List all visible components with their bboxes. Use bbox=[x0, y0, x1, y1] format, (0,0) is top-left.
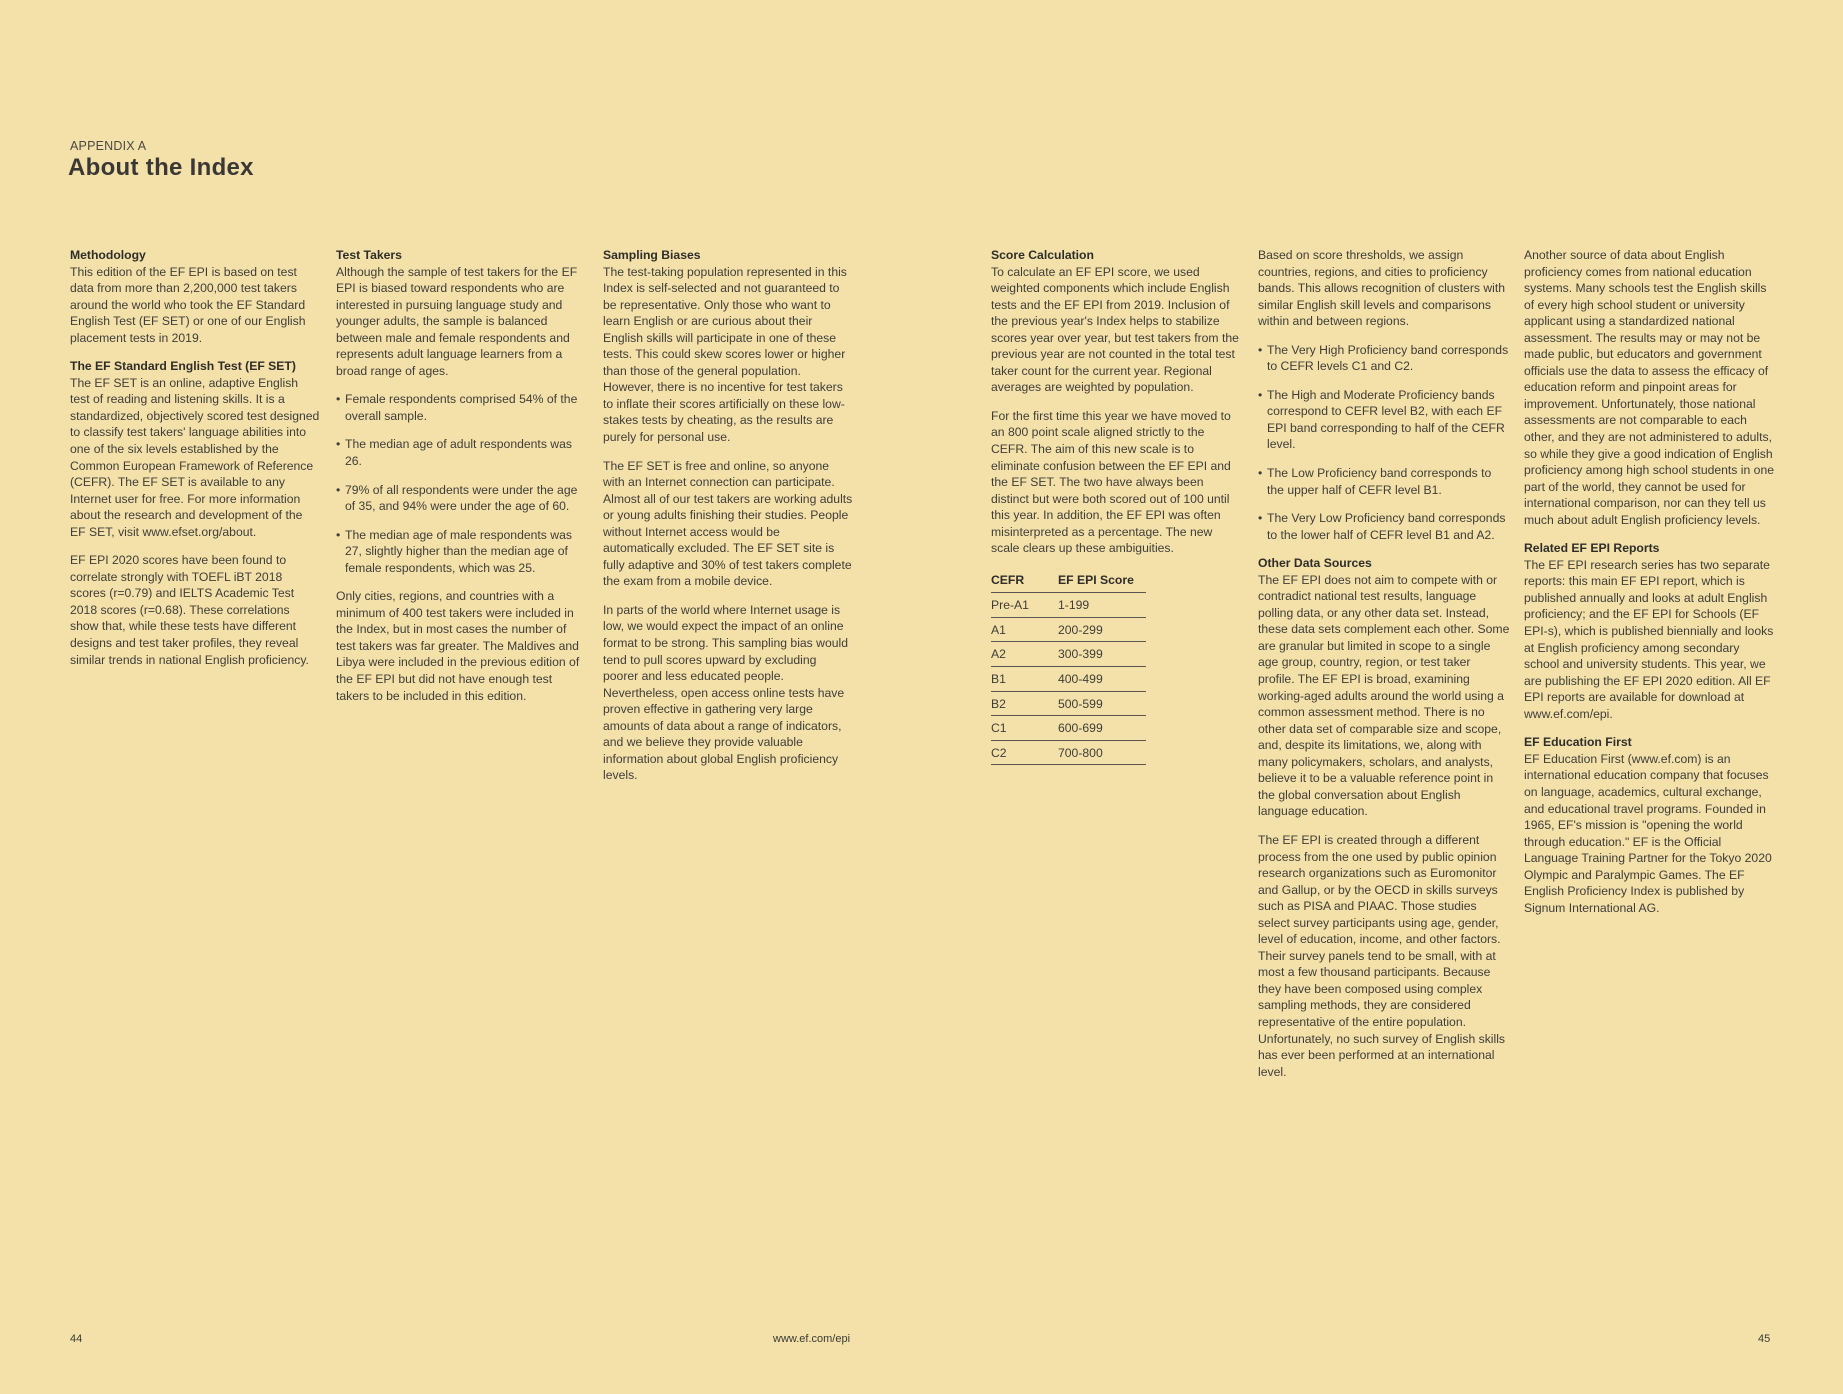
heading-sampling-biases: Sampling Biases bbox=[603, 248, 701, 262]
paragraph: EF Education First (www.ef.com) is an international education company that focuses on language, academics, cultural exchange, and educational travel programs. Founded in 1965, EF's mission is "opening the world through education." EF is the Official Language Training Partner for the Tokyo 2020 Olympic and Paralympic Games. The EF English Proficiency Index is published by Signum International AG. bbox=[1524, 751, 1772, 915]
heading-ef-education-first: EF Education First bbox=[1524, 735, 1632, 750]
list-item: • 79% of all respondents were under the age of 35, and 94% were under the age of 60. bbox=[336, 482, 586, 515]
paragraph: The EF EPI is created through a different process from the one used by public opinion research organizations such as Euromonitor and Gallup, or by the OECD in skills surveys such as PISA and PIAAC. Those studies select survey participants using age, gender, level of education, income, and other factors. Their survey panels tend to be small, with at most a few thousand participants. Because they have been composed using complex sampling methods, they are considered representative of the entire population. Unfortunately, no such survey of English skills has ever been performed at an international level. bbox=[1258, 832, 1506, 1079]
paragraph: Although the sample of test takers for the EF EPI is biased toward respondents who are interested in pursuing language study and younger adults, the sample is balanced between male and female respondents and represents adult language learners from a broad range of ages. bbox=[336, 264, 578, 378]
bullet-list bbox=[336, 391, 586, 576]
paragraph: EF EPI 2020 scores have been found to correlate strongly with TOEFL iBT 2018 scores (r=0.79) and IELTS Academic Test 2018 scores (r=0.68). These correlations show that, while these tests have different designs and test taker profiles, they reveal similar trends in national English proficiency. bbox=[70, 553, 309, 667]
column-methodology bbox=[70, 247, 320, 680]
score-cell: 300-399 bbox=[1058, 642, 1146, 667]
cefr-cell: B1 bbox=[991, 667, 1058, 692]
score-cell: 400-499 bbox=[1058, 667, 1146, 692]
table-row bbox=[991, 593, 1146, 618]
score-cell: 700-800 bbox=[1058, 740, 1146, 765]
paragraph: The EF SET is free and online, so anyone with an Internet connection can participate. Almost all of our test takers are working adults or young adults finishing their studies. People without Internet access would be automatically excluded. The EF SET site is fully adaptive and 30% of test takers complete the exam from a mobile device. bbox=[603, 458, 853, 589]
list-item: • The Very High Proficiency band corresponds to CEFR levels C1 and C2. bbox=[1258, 342, 1510, 375]
table-row bbox=[991, 642, 1146, 667]
cefr-cell: C1 bbox=[991, 716, 1058, 741]
table-row bbox=[991, 740, 1146, 765]
cefr-cell: A1 bbox=[991, 617, 1058, 642]
cefr-cell: A2 bbox=[991, 642, 1058, 667]
paragraph: For the first time this year we have moved to an 800 point scale aligned strictly to the CEFR. The aim of this new scale is to eliminate confusion between the EF EPI and the EF SET. The two have always been distinct but were both scored out of 100 until this year. In addition, the EF EPI was often misinterpreted as a percentage. The new scale clears up these ambiguities. bbox=[991, 408, 1231, 556]
column-test-takers bbox=[336, 247, 586, 716]
column-header-cefr: CEFR bbox=[991, 569, 1058, 593]
paragraph: Another source of data about English proficiency comes from national education systems. Many schools test the English skills of every high school student or university applicant using a standardized national assessment. The results may or may not be made public, but educators and government officials use the data to assess the efficacy of education reform and pinpoint areas for improvement. Unfortunately, those national assessments are not comparable to each other, and they are not administered to adults, so while they give a good indication of English proficiency among high school students in one part of the world, they cannot be used for international comparison, nor can they tell us much about adult English proficiency levels. bbox=[1524, 248, 1774, 527]
column-sampling-biases bbox=[603, 247, 853, 796]
paragraph: The EF EPI research series has two separate reports: this main EF EPI report, which is published annually and looks at adult English proficiency; and the EF EPI for Schools (EF EPI-s), which is published biennially and looks at English proficiency among secondary school and university students. This year, we are publishing the EF EPI 2020 edition. All EF EPI reports are available for download at www.ef.com/epi. bbox=[1524, 557, 1774, 721]
heading-other-data-sources: Other Data Sources bbox=[1258, 556, 1372, 571]
heading-score-calculation: Score Calculation bbox=[991, 248, 1094, 262]
column-header-score: EF EPI Score bbox=[1058, 569, 1146, 593]
heading-methodology: Methodology bbox=[70, 248, 146, 262]
heading-ef-set: The EF Standard English Test (EF SET) bbox=[70, 359, 296, 374]
table-row bbox=[991, 691, 1146, 716]
list-item: • The Very Low Proficiency band corresponds to the lower half of CEFR level B1 and A2. bbox=[1258, 510, 1510, 543]
paragraph: Only cities, regions, and countries with a minimum of 400 test takers were included in the Index, but in most cases the number of test takers was far greater. The Maldives and Libya were included in the previous edition of the EF EPI but did not have enough test takers to be included in this edition. bbox=[336, 589, 580, 703]
heading-test-takers: Test Takers bbox=[336, 248, 402, 262]
heading-related-reports: Related EF EPI Reports bbox=[1524, 541, 1660, 556]
page-number-left: 44 bbox=[70, 1333, 83, 1345]
score-cell: 500-599 bbox=[1058, 691, 1146, 716]
score-cell: 1-199 bbox=[1058, 593, 1146, 618]
cefr-cell: C2 bbox=[991, 740, 1058, 765]
table-row bbox=[991, 667, 1146, 692]
paragraph: The EF SET is an online, adaptive English test of reading and listening skills. It is a standardized, objectively scored test designed to classify test takers' language abilities into one of the six levels established by the Common European Framework of Reference (CEFR). The EF SET is available to any Internet user for free. For more information about the research and development of the EF SET, visit www.efset.org/about. bbox=[70, 375, 320, 539]
column-related-reports bbox=[1524, 247, 1776, 928]
list-item: • The median age of adult respondents was 26. bbox=[336, 436, 586, 469]
score-cell: 600-699 bbox=[1058, 716, 1146, 741]
paragraph: The test-taking population represented in this Index is self-selected and not guaranteed to be representative. Only those who want to learn English or are curious about their English skills will participate in one of these tests. This could skew scores lower or higher than those of the general population. However, there is no incentive for test takers to inflate their scores artificially on these low-stakes tests by cheating, as the results are purely for personal use. bbox=[603, 264, 847, 445]
paragraph: Based on score thresholds, we assign countries, regions, and cities to proficiency bands. This allows recognition of clusters with similar English skill levels and comparisons within and between regions. bbox=[1258, 248, 1506, 329]
column-bands-other-sources bbox=[1258, 247, 1510, 1092]
footer-url: www.ef.com/epi bbox=[773, 1333, 851, 1345]
table-header-row bbox=[991, 569, 1146, 593]
list-item: • The median age of male respondents was 27, slightly higher than the median age of female respondents, which was 25. bbox=[336, 527, 586, 577]
bullet-list bbox=[1258, 342, 1510, 543]
paragraph: The EF EPI does not aim to compete with or contradict national test results, language polling data, or any other data set. Instead, these data sets complement each other. Some are granular but limited in scope to a single age group, country, region, or test taker profile. The EF EPI is broad, examining working-aged adults around the world using a common assessment method. There is no other data set of comparable size and scope, and, despite its limitations, we, along with many policymakers, scholars, and analysts, believe it to be a valuable reference point in the global conversation about English language education. bbox=[1258, 572, 1510, 819]
cefr-cell: Pre-A1 bbox=[991, 593, 1058, 618]
paragraph: To calculate an EF EPI score, we used weighted components which include English tests and the EF EPI from 2019. Inclusion of the previous year's Index helps to stabilize scores year over year, but test takers from the previous year are not counted in the total test taker count for the current year. Regional averages are weighted by population. bbox=[991, 264, 1239, 395]
cefr-score-table bbox=[991, 569, 1146, 765]
page-title: About the Index bbox=[68, 154, 254, 181]
column-score-calculation bbox=[991, 247, 1243, 765]
section-eyebrow: APPENDIX A bbox=[70, 139, 147, 153]
score-cell: 200-299 bbox=[1058, 617, 1146, 642]
list-item: • Female respondents comprised 54% of the overall sample. bbox=[336, 391, 586, 424]
table-row bbox=[991, 716, 1146, 741]
paragraph: In parts of the world where Internet usage is low, we would expect the impact of an online format to be strong. This sampling bias would tend to pull scores upward by excluding poorer and less educated people. Nevertheless, open access online tests have proven effective in gathering very large amounts of data about a range of indicators, and we believe they provide valuable information about global English proficiency levels. bbox=[603, 602, 848, 783]
cefr-cell: B2 bbox=[991, 691, 1058, 716]
paragraph: This edition of the EF EPI is based on test data from more than 2,200,000 test takers around the world who took the EF Standard English Test (EF SET) or one of our English placement tests in 2019. bbox=[70, 264, 306, 345]
list-item: • The Low Proficiency band corresponds to the upper half of CEFR level B1. bbox=[1258, 465, 1510, 498]
page-number-right: 45 bbox=[1758, 1333, 1771, 1345]
table-row bbox=[991, 617, 1146, 642]
list-item: • The High and Moderate Proficiency bands correspond to CEFR level B2, with each EF EPI band corresponding to half of the CEFR level. bbox=[1258, 387, 1510, 453]
